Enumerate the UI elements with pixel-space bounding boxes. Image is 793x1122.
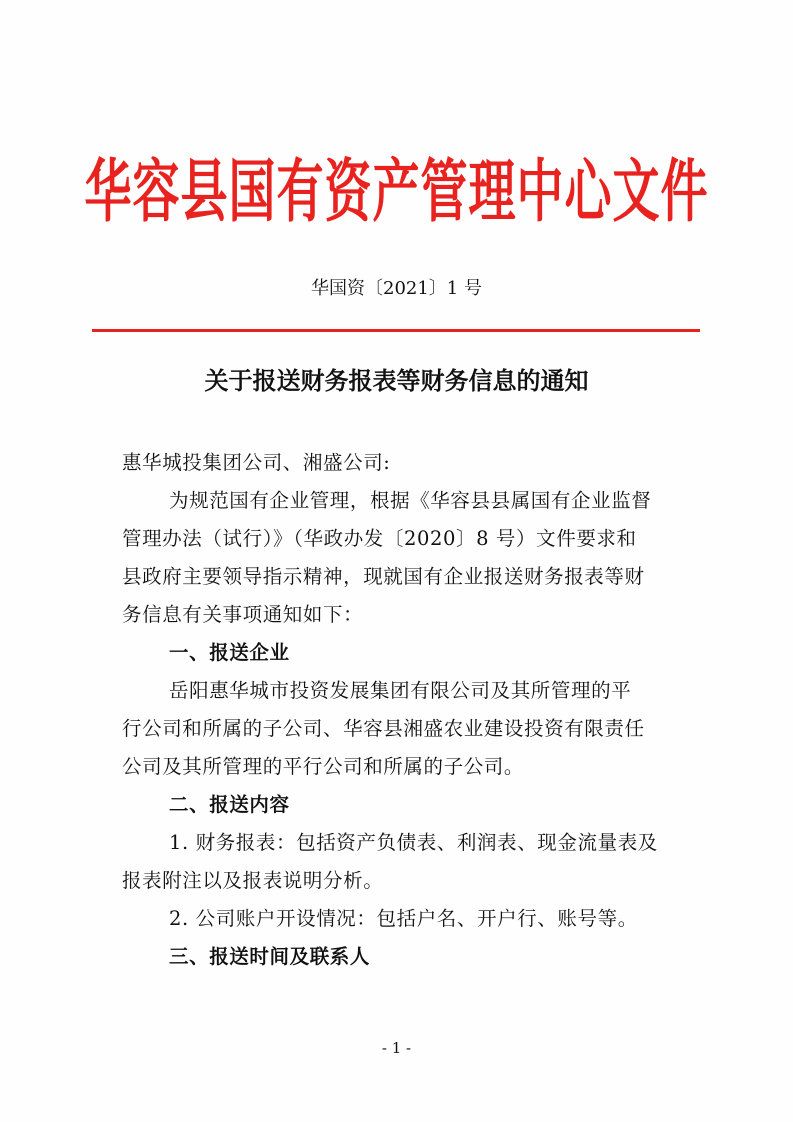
page-number: - 1 - bbox=[381, 1039, 412, 1057]
document-number: 华国资〔2021〕1 号 bbox=[311, 278, 482, 299]
document-body bbox=[122, 444, 692, 976]
document-header-title: 华容县国有资产管理中心文件 bbox=[84, 152, 709, 233]
list-item-line: 报表附注以及报表说明分析。 bbox=[122, 869, 384, 892]
list-item-line: 1. 财务报表：包括资产负债表、利润表、现金流量表及 bbox=[169, 831, 658, 854]
paragraph-line: 务信息有关事项通知如下： bbox=[122, 603, 364, 626]
paragraph-line: 行公司和所属的子公司、华容县湘盛农业建设投资有限责任 bbox=[122, 717, 645, 740]
recipient-line: 惠华城投集团公司、湘盛公司: bbox=[122, 451, 391, 474]
paragraph-line: 管理办法（试行）》（华政办发〔2020〕8 号）文件要求和 bbox=[122, 527, 637, 550]
paragraph-line: 为规范国有企业管理，根据《华容县县属国有企业监督 bbox=[169, 489, 652, 512]
section-heading-3: 三、报送时间及联系人 bbox=[169, 945, 371, 968]
paragraph-line: 县政府主要领导指示精神，现就国有企业报送财务报表等财 bbox=[122, 565, 645, 588]
notice-title: 关于报送财务报表等财务信息的通知 bbox=[204, 367, 589, 395]
section-heading-2: 二、报送内容 bbox=[169, 793, 290, 816]
list-item-line: 2. 公司账户开设情况：包括户名、开户行、账号等。 bbox=[169, 907, 638, 930]
section-heading-1: 一、报送企业 bbox=[169, 641, 290, 664]
paragraph-line: 岳阳惠华城市投资发展集团有限公司及其所管理的平 bbox=[169, 679, 632, 702]
red-divider-line bbox=[92, 329, 700, 332]
paragraph-line: 公司及其所管理的平行公司和所属的子公司。 bbox=[122, 755, 525, 778]
